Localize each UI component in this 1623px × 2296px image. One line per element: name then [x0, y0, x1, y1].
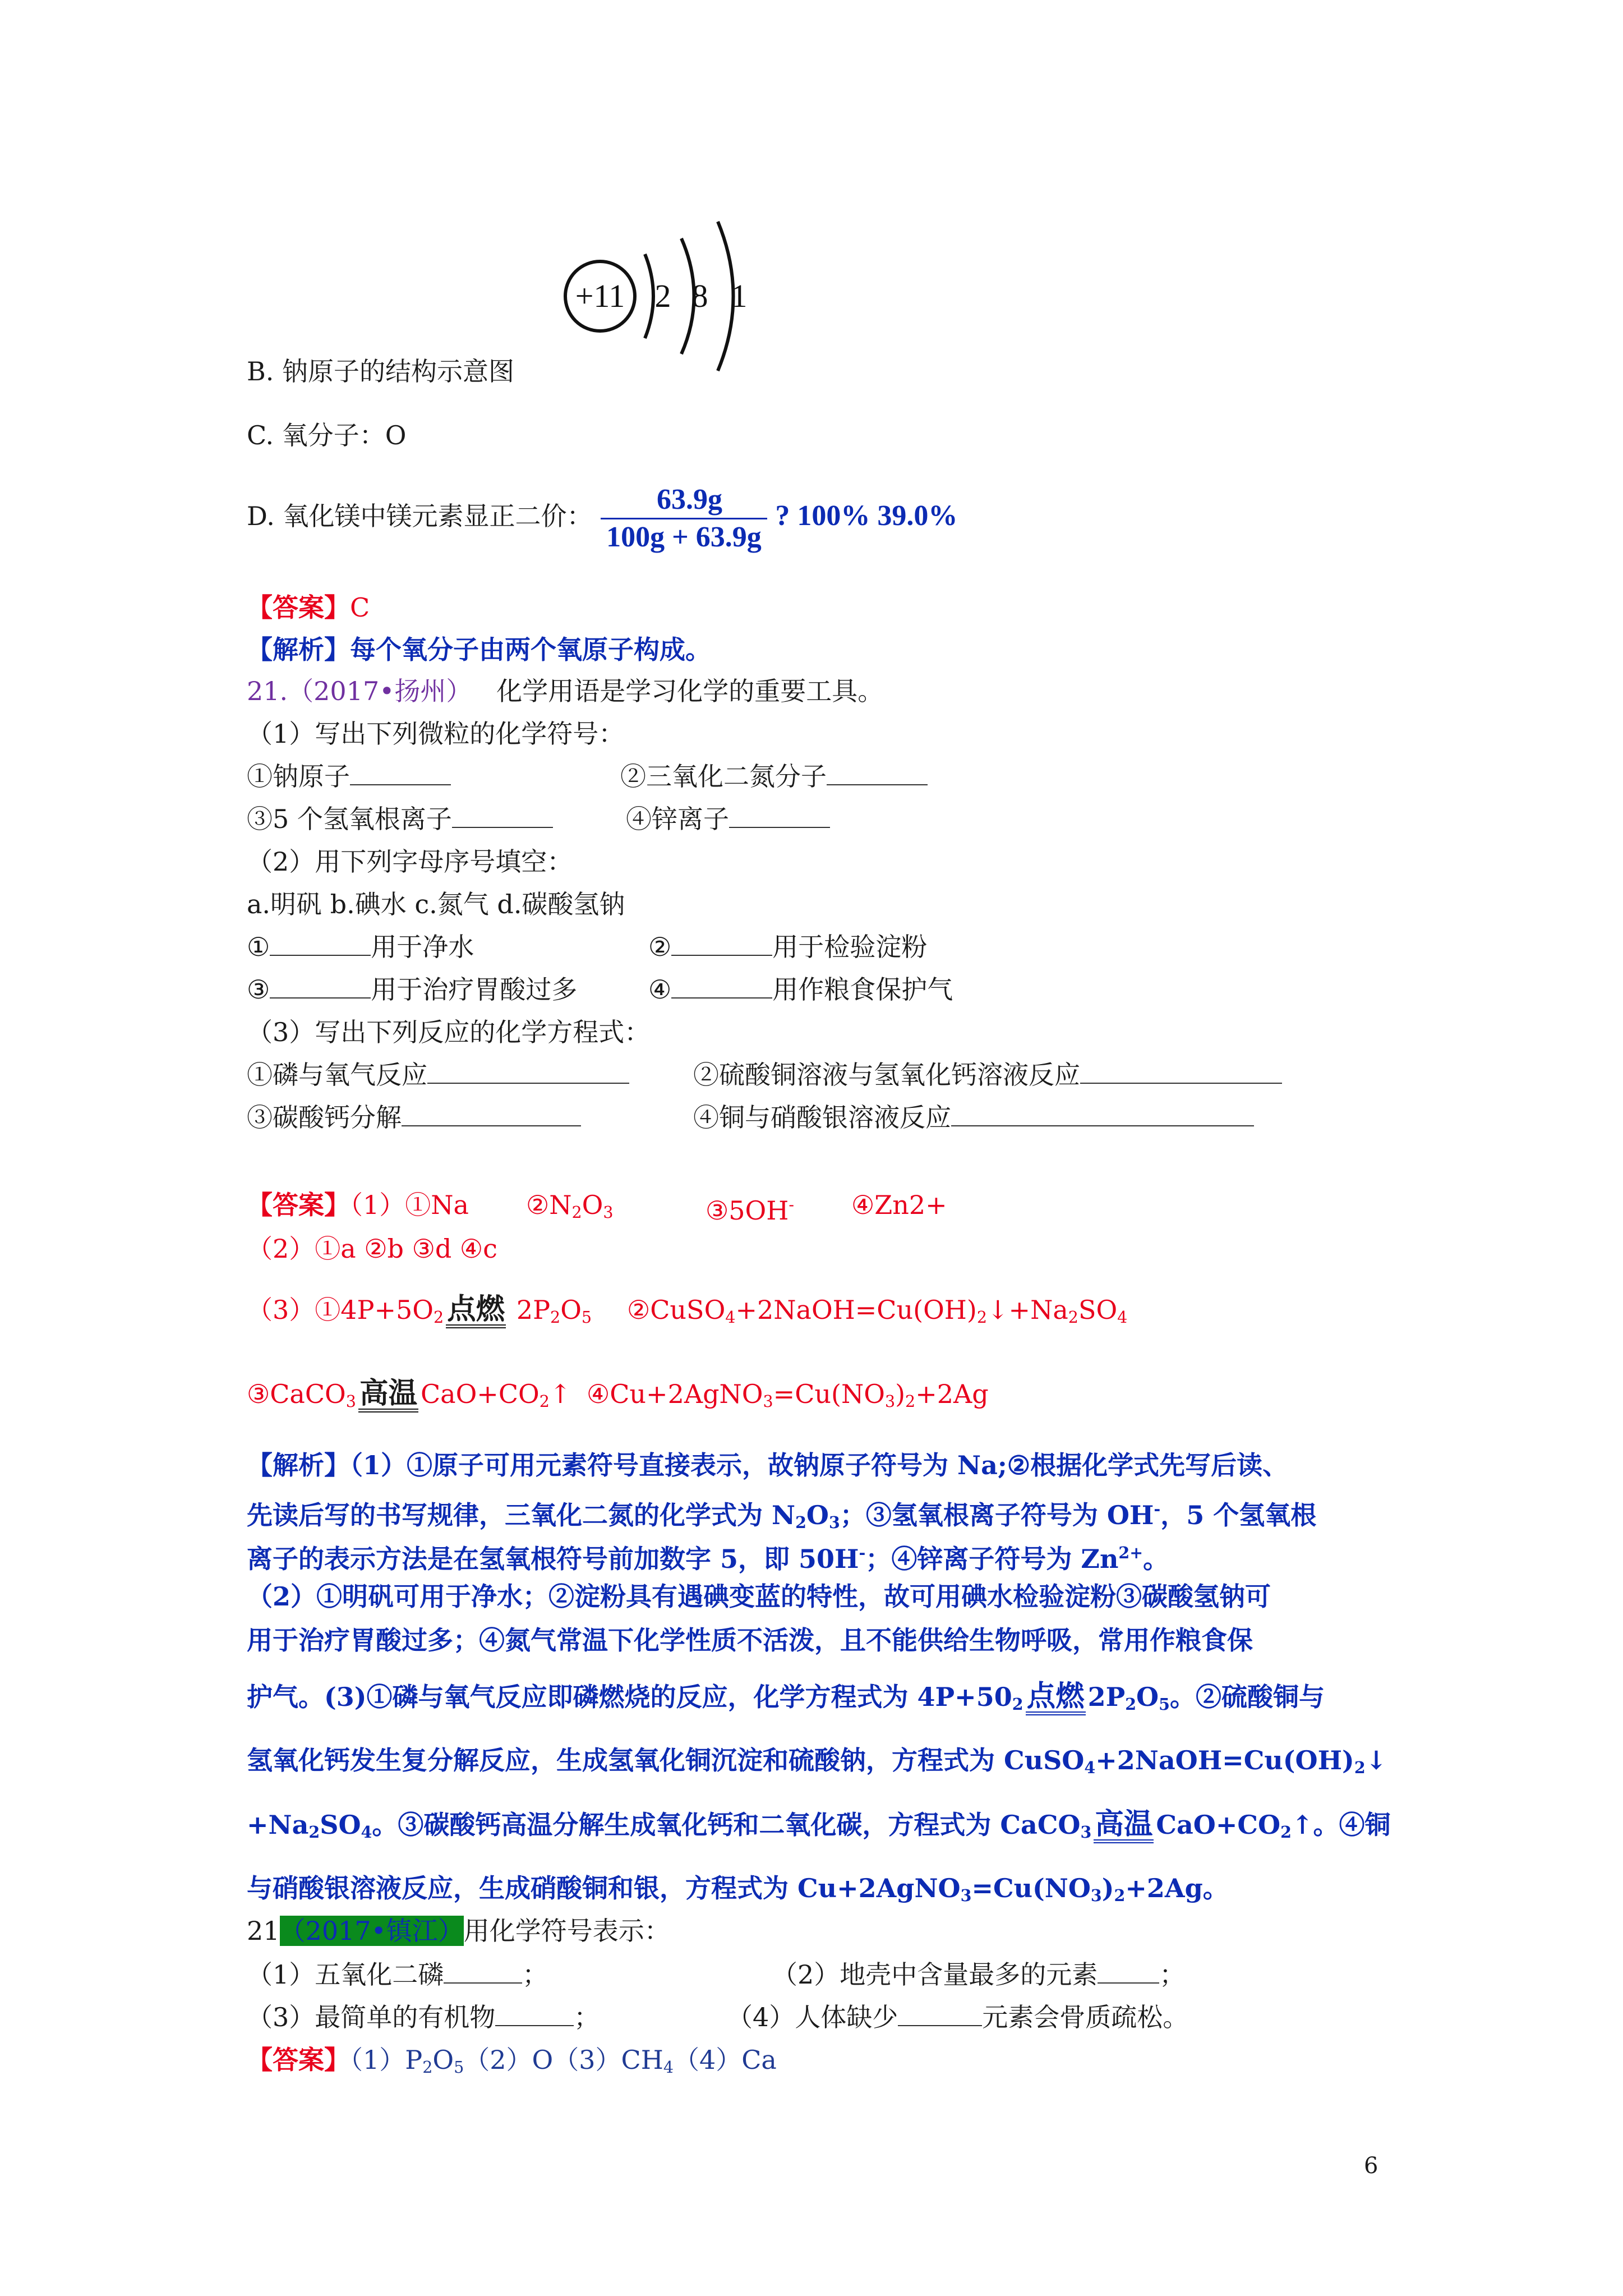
q21-analysis-line8: $+Na_2SO_4$。③碳酸钙高温分解生成氧化钙和二氧化碳，方程式为 CaCO$_3$ 高温 $CaO+CO_2↑$。④铜	[247, 1805, 1391, 1852]
q21-answer-row1: 【答案】（1）①Na $②N_2O_3$ ③5OH- ④Zn2+	[247, 1190, 947, 1226]
q20-analysis: 【解析】每个氧分子由两个氧原子构成。	[247, 634, 711, 665]
q21-answer-row2: （2）①a ②b ③d ④c	[247, 1234, 497, 1264]
q21b-row1: （1）五氧化二磷 ； （2）地壳中含量最多的元素 ；	[247, 1958, 548, 1991]
q21-analysis-line4: （2）①明矾可用于净水；②淀粉具有遇碘变蓝的特性，故可用碘水检验淀粉③碳酸氢钠可	[247, 1581, 1271, 1612]
q21-part1-row2: ③5 个氢氧根离子 ④锌离子	[247, 802, 553, 836]
q21b-stem: 21（2017•镇江）用化学符号表示：	[247, 1916, 670, 1946]
q21-part1-title: （1）写出下列微粒的化学符号：	[247, 719, 625, 749]
q21-part2-options: a.明矾 b.碘水 c.氮气 d.碳酸氢钠	[247, 889, 625, 919]
sodium-atom-diagram	[555, 216, 757, 390]
q21-part2-row1: ① 用于净水 ② 用于检验淀粉	[247, 930, 474, 964]
shell-2-electrons: 8	[691, 278, 708, 314]
q21-part1-row1: ①钠原子 ②三氧化二氮分子	[247, 760, 451, 793]
q21-part2-title: （2）用下列字母序号填空：	[247, 846, 573, 877]
source-highlight: （2017•镇江）	[279, 1916, 464, 1946]
shell-1-electrons: 2	[654, 278, 671, 314]
q21-analysis-line1: 【解析】（1）①原子可用元素符号直接表示，故钠原子符号为 Na;②根据化学式先写后读、	[247, 1450, 1289, 1480]
percentage-fraction: $\frac{63.9g}{100g + 63.9g}$	[601, 482, 767, 555]
page-number: 6	[1364, 2153, 1378, 2179]
q21-analysis-line5: 用于治疗胃酸过多；④氮气常温下化学性质不活泼，且不能供给生物呼吸，常用作粮食保	[247, 1625, 1253, 1655]
q21-part3-title: （3）写出下列反应的化学方程式：	[247, 1017, 651, 1047]
q20-answer: 【答案】C	[247, 592, 370, 623]
option-c: C. 氧分子：O	[247, 420, 407, 450]
q21-part2-row2: ③ 用于治疗胃酸过多 ④ 用作粮食保护气	[247, 973, 577, 1006]
q21b-answer: 【答案】$(1)P_2O_5(2)O(3)CH_4(4)Ca$	[247, 2045, 777, 2077]
q21-answer-row4: ③CaCO$_3$ 高温 $CaO+CO_2↑$ $④Cu+2AgNO_3=Cu(NO_3)_2+2Ag$	[247, 1374, 571, 1421]
q21-part3-row2: ③碳酸钙分解 ④铜与硝酸银溶液反应	[247, 1101, 581, 1134]
option-d: D. 氧化镁中镁元素显正二价： $\frac{63.9g}{100g + 63.9g}$ ? 100% 39.0%	[247, 477, 957, 555]
q21-analysis-line3: 离子的表示方法是在氢氧根符号前加数字 5，即 50H-；④锌离子符号为 $Zn^{2+}$。	[247, 1543, 1169, 1575]
q21b-row2: （3）最简单的有机物 ； （4）人体缺少 元素会骨质疏松。	[247, 2000, 600, 2034]
q21-analysis-line6: 护气。(3)①磷与氧气反应即磷燃烧的反应，化学方程式为 $4P+50_2$ 点燃 $2P_2O_5$。②硫酸铜与	[247, 1677, 1325, 1724]
q21-part3-row1: ①磷与氧气反应 ②硫酸铜溶液与氢氧化钙溶液反应	[247, 1058, 629, 1092]
option-b: B. 钠原子的结构示意图	[247, 356, 515, 386]
q21-analysis-line2: 先读后写的书写规律，三氧化二氮的化学式为 $N_2O_3$；③氢氧根离子符号为 OH-，5 个氢氧根	[247, 1499, 1317, 1533]
q21-analysis-line9: 与硝酸银溶液反应，生成硝酸铜和银，方程式为 $Cu+2AgNO_3=Cu(NO_3)_2+2Ag$。	[247, 1873, 1229, 1906]
q21-stem: 21.（2017•扬州） 化学用语是学习化学的重要工具。	[247, 676, 884, 706]
nucleus-charge: +11	[575, 278, 625, 314]
q21-analysis-line7: 氢氧化钙发生复分解反应，生成氢氧化铜沉淀和硫酸钠，方程式为 $CuSO_4+2NaOH=Cu(OH)_2↓$	[247, 1745, 1387, 1778]
shell-3-electrons: 1	[731, 278, 748, 314]
q21-answer-row3: $(3)①4P+5O_2$ 点燃 $2P_2O_5$ $②CuSO_4+2NaOH=Cu(OH)_2↓+Na_2SO_4$	[247, 1290, 592, 1337]
